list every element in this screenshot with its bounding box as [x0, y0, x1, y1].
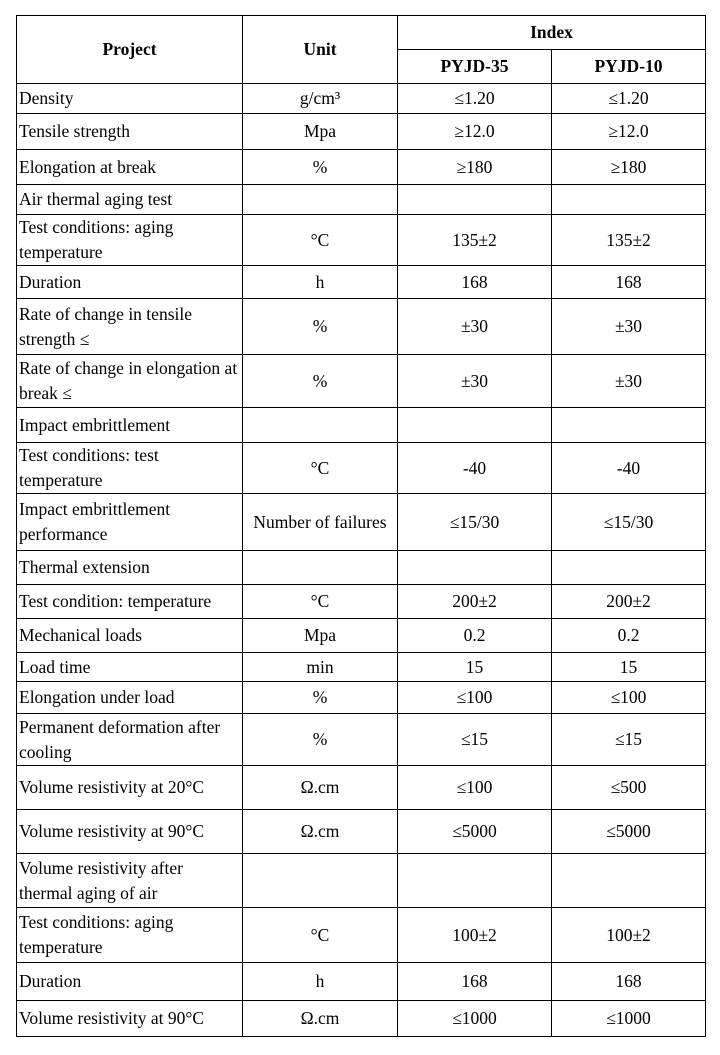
pyjd-10-value-cell: ≤15 — [552, 714, 706, 766]
header-unit: Unit — [243, 16, 398, 84]
pyjd-10-value-cell: ≥12.0 — [552, 114, 706, 150]
table-row — [17, 150, 706, 185]
pyjd-10-value-cell: 168 — [552, 963, 706, 1001]
pyjd-35-value-cell: ≤15 — [398, 714, 552, 766]
table-row — [17, 266, 706, 299]
pyjd-10-value-cell: 200±2 — [552, 585, 706, 619]
project-cell: Volume resistivity at 90°C — [17, 810, 243, 854]
pyjd-35-value-cell: 168 — [398, 266, 552, 299]
table-row — [17, 299, 706, 355]
unit-cell: min — [243, 653, 398, 682]
project-cell: Air thermal aging test — [17, 185, 243, 215]
pyjd-10-value-cell: -40 — [552, 443, 706, 494]
unit-cell: % — [243, 682, 398, 714]
table-row — [17, 355, 706, 408]
pyjd-35-value-cell — [398, 551, 552, 585]
header-project: Project — [17, 16, 243, 84]
pyjd-35-value-cell: 0.2 — [398, 619, 552, 653]
pyjd-10-value-cell — [552, 408, 706, 443]
pyjd-10-value-cell: ≤15/30 — [552, 494, 706, 551]
pyjd-35-value-cell: ≤5000 — [398, 810, 552, 854]
unit-cell: Ω.cm — [243, 1001, 398, 1037]
project-cell: Mechanical loads — [17, 619, 243, 653]
unit-cell: h — [243, 963, 398, 1001]
table-row — [17, 714, 706, 766]
unit-cell: h — [243, 266, 398, 299]
table-row — [17, 908, 706, 963]
table-row — [17, 185, 706, 215]
project-cell: Duration — [17, 266, 243, 299]
header-index: Index — [398, 16, 706, 50]
unit-cell: °C — [243, 585, 398, 619]
table-body — [17, 84, 706, 1037]
project-cell: Test conditions: aging temperature — [17, 908, 243, 963]
project-cell: Volume resistivity at 20°C — [17, 766, 243, 810]
unit-cell — [243, 854, 398, 908]
unit-cell: % — [243, 150, 398, 185]
pyjd-35-value-cell — [398, 408, 552, 443]
table-row — [17, 963, 706, 1001]
project-cell: Elongation under load — [17, 682, 243, 714]
specification-table — [16, 15, 706, 1037]
pyjd-35-value-cell: ≤100 — [398, 766, 552, 810]
unit-cell — [243, 551, 398, 585]
pyjd-10-value-cell: ±30 — [552, 355, 706, 408]
table-row — [17, 84, 706, 114]
project-cell: Rate of change in tensile strength ≤ — [17, 299, 243, 355]
pyjd-35-value-cell: 200±2 — [398, 585, 552, 619]
project-cell: Rate of change in elongation at break ≤ — [17, 355, 243, 408]
table-row — [17, 653, 706, 682]
pyjd-10-value-cell — [552, 854, 706, 908]
pyjd-35-value-cell: ≤1000 — [398, 1001, 552, 1037]
pyjd-35-value-cell: ≥12.0 — [398, 114, 552, 150]
project-cell: Impact embrittlement performance — [17, 494, 243, 551]
project-cell: Test condition: temperature — [17, 585, 243, 619]
pyjd-10-value-cell — [552, 551, 706, 585]
unit-cell: % — [243, 299, 398, 355]
project-cell: Volume resistivity after thermal aging of air — [17, 854, 243, 908]
project-cell: Density — [17, 84, 243, 114]
table-row — [17, 1001, 706, 1037]
unit-cell: °C — [243, 215, 398, 266]
pyjd-10-value-cell: ≤500 — [552, 766, 706, 810]
unit-cell: °C — [243, 908, 398, 963]
unit-cell: Ω.cm — [243, 810, 398, 854]
unit-cell: Number of failures — [243, 494, 398, 551]
pyjd-10-value-cell: 100±2 — [552, 908, 706, 963]
pyjd-10-value-cell: ≤1.20 — [552, 84, 706, 114]
project-cell: Tensile strength — [17, 114, 243, 150]
pyjd-35-value-cell: 100±2 — [398, 908, 552, 963]
unit-cell: % — [243, 714, 398, 766]
pyjd-35-value-cell: 15 — [398, 653, 552, 682]
table-row — [17, 494, 706, 551]
pyjd-10-value-cell: 0.2 — [552, 619, 706, 653]
unit-cell: °C — [243, 443, 398, 494]
pyjd-10-value-cell: ≥180 — [552, 150, 706, 185]
unit-cell: Mpa — [243, 114, 398, 150]
pyjd-35-value-cell: ±30 — [398, 355, 552, 408]
unit-cell: g/cm³ — [243, 84, 398, 114]
pyjd-35-value-cell: 135±2 — [398, 215, 552, 266]
pyjd-35-value-cell: ≤15/30 — [398, 494, 552, 551]
table-row — [17, 408, 706, 443]
project-cell: Impact embrittlement — [17, 408, 243, 443]
table-row — [17, 215, 706, 266]
table-header — [17, 16, 706, 84]
pyjd-10-value-cell: ±30 — [552, 299, 706, 355]
pyjd-35-value-cell — [398, 185, 552, 215]
pyjd-10-value-cell: 135±2 — [552, 215, 706, 266]
project-cell: Permanent deformation after cooling — [17, 714, 243, 766]
table-row — [17, 619, 706, 653]
project-cell: Load time — [17, 653, 243, 682]
pyjd-10-value-cell — [552, 185, 706, 215]
table-row — [17, 766, 706, 810]
project-cell: Test conditions: test temperature — [17, 443, 243, 494]
pyjd-35-value-cell: 168 — [398, 963, 552, 1001]
pyjd-35-value-cell: ≤100 — [398, 682, 552, 714]
pyjd-35-value-cell — [398, 854, 552, 908]
pyjd-10-value-cell: ≤5000 — [552, 810, 706, 854]
table-row — [17, 682, 706, 714]
header-model-pyjd-10: PYJD-10 — [552, 50, 706, 84]
header-model-pyjd-35: PYJD-35 — [398, 50, 552, 84]
table-row — [17, 551, 706, 585]
unit-cell — [243, 408, 398, 443]
unit-cell: Mpa — [243, 619, 398, 653]
project-cell: Thermal extension — [17, 551, 243, 585]
pyjd-35-value-cell: ≤1.20 — [398, 84, 552, 114]
pyjd-35-value-cell: -40 — [398, 443, 552, 494]
table-row — [17, 810, 706, 854]
project-cell: Elongation at break — [17, 150, 243, 185]
table-row — [17, 443, 706, 494]
pyjd-10-value-cell: 15 — [552, 653, 706, 682]
pyjd-10-value-cell: ≤100 — [552, 682, 706, 714]
pyjd-35-value-cell: ±30 — [398, 299, 552, 355]
pyjd-10-value-cell: ≤1000 — [552, 1001, 706, 1037]
unit-cell — [243, 185, 398, 215]
unit-cell: % — [243, 355, 398, 408]
project-cell: Duration — [17, 963, 243, 1001]
project-cell: Test conditions: aging temperature — [17, 215, 243, 266]
table-row — [17, 114, 706, 150]
pyjd-35-value-cell: ≥180 — [398, 150, 552, 185]
table-row — [17, 585, 706, 619]
pyjd-10-value-cell: 168 — [552, 266, 706, 299]
table-row — [17, 854, 706, 908]
project-cell: Volume resistivity at 90°C — [17, 1001, 243, 1037]
unit-cell: Ω.cm — [243, 766, 398, 810]
